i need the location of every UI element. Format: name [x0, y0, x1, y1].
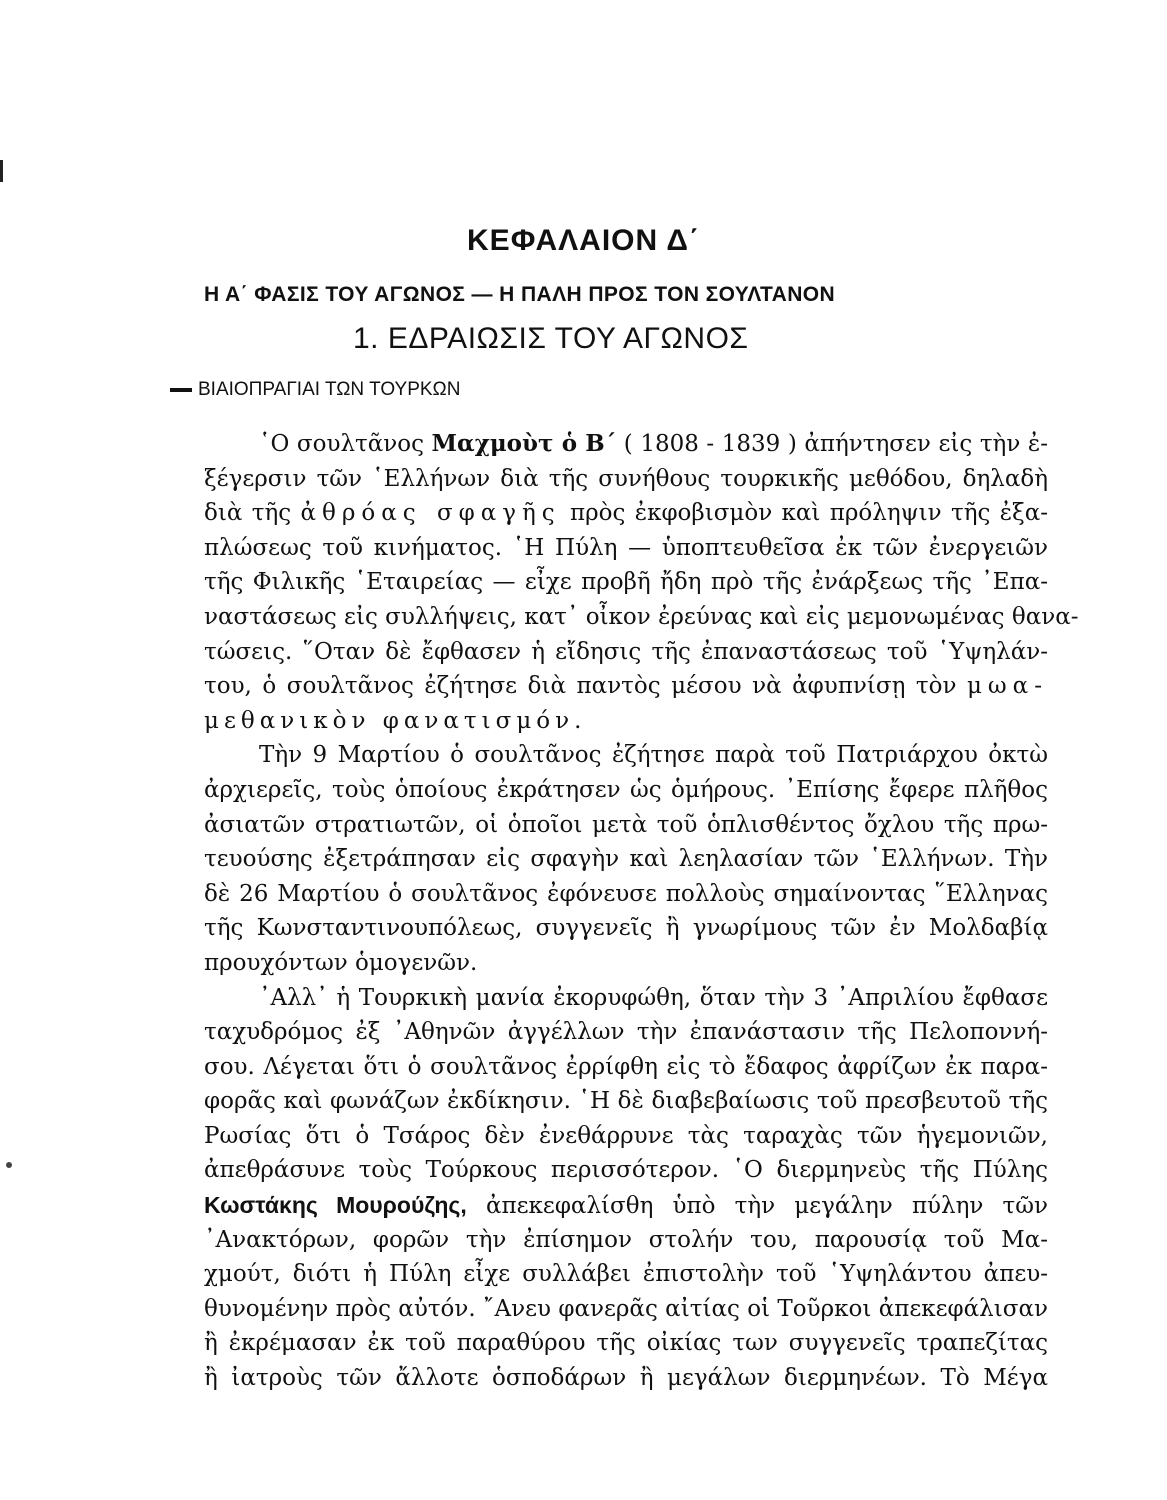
- paragraph-3-line: ἢ ἰατροὺς τῶν ἄλλοτε ὁσποδάρων ἢ μεγάλων διερμηνέων. Τὸ Μέγα: [204, 1365, 1048, 1392]
- paragraph-3-line: ἀπεθράσυνε τοὺς Τούρκους περισσότερον. ῾Ο διερμηνεὺς τῆς Πύλης: [204, 1157, 1048, 1184]
- paragraph-1-line: ναστάσεως εἰς συλλήψεις, κατ᾿ οἶκον ἐρεύνας καὶ εἰς μεμονωμένας θανα-: [204, 603, 1079, 630]
- paragraph-1-line: ξέγερσιν τῶν ῾Ελλήνων διὰ τῆς συνήθους τουρκικῆς μεθόδου, δηλαδὴ: [204, 465, 1048, 492]
- paragraph-1-line: πλώσεως τοῦ κινήματος. ῾Η Πύλη — ὑποπτευθεῖσα ἐκ τῶν ἐνεργειῶν: [204, 534, 1048, 561]
- subsection-heading: [170, 379, 460, 401]
- paragraph-3-line: θυνομένην πρὸς αὐτόν. ῎Ανευ φανερᾶς αἰτίας οἱ Τοῦρκοι ἀπεκεφάλισαν: [204, 1295, 1048, 1322]
- paragraph-3-line: φορᾶς καὶ φωνάζων ἐκδίκησιν. ῾Η δὲ διαβεβαίωσις τοῦ πρεσβευτοῦ τῆς: [204, 1088, 1048, 1115]
- paragraph-1-line: του, ὁ σουλτᾶνος ἐζήτησε διὰ παντὸς μέσου νὰ ἀφυπνίσῃ τὸν μωα-: [204, 673, 1048, 700]
- paragraph-2-line: Τὴν 9 Μαρτίου ὁ σουλτᾶνος ἐζήτησε παρὰ τοῦ Πατριάρχου ὀκτὼ: [259, 742, 1048, 769]
- paragraph-3-line: σου. Λέγεται ὅτι ὁ σουλτᾶνος ἐρρίφθη εἰς τὸ ἔδαφος ἀφρίζων ἐκ παρα-: [204, 1053, 1048, 1080]
- paragraph-2-line: ἀρχιερεῖς, τοὺς ὁποίους ἐκράτησεν ὡς ὁμήρους. ᾿Επίσης ἔφερε πλῆθος: [204, 776, 1048, 803]
- paragraph-1-line: μεθανικὸν φανατισμόν.: [204, 707, 587, 734]
- body-text: [204, 427, 1079, 1396]
- paragraph-3-line: χμούτ, διότι ἡ Πύλη εἶχε συλλάβει ἐπιστολὴν τοῦ ῾Υψηλάντου ἀπευ-: [204, 1261, 1048, 1288]
- subsection-title: ΒΙΑΙΟΠΡΑΓΙΑΙ ΤΩΝ ΤΟΥΡΚΩΝ: [198, 379, 461, 400]
- paragraph-1-line: τώσεις. ῞Οταν δὲ ἔφθασεν ἡ εἴδησις τῆς ἐπαναστάσεως τοῦ ῾Υψηλάν-: [204, 638, 1048, 665]
- paragraph-1-line: τῆς Φιλικῆς ῾Εταιρείας — εἶχε προβῆ ἤδη πρὸ τῆς ἐνάρξεως τῆς ᾿Επα-: [204, 569, 1048, 596]
- paragraph-2-line: δὲ 26 Μαρτίου ὁ σουλτᾶνος ἐφόνευσε πολλοὺς σημαίνοντας ῞Ελληνας: [204, 880, 1048, 907]
- paragraph-3-line: Κωστάκης Μουρούζης, ἀπεκεφαλίσθη ὑπὸ τὴν μεγάλην πύλην τῶν: [204, 1192, 1049, 1220]
- section-title: 1. ΕΔΡΑΙΩΣΙΣ ΤΟΥ ΑΓΩΝΟΣ: [353, 322, 749, 355]
- paragraph-1-line: ῾Ο σουλτᾶνος Μαχμοὺτ ὁ Β΄ ( 1808 - 1839 ) ἀπήντησεν εἰς τὴν ἐ-: [259, 430, 1048, 457]
- spaced-emphasis: ἀθρόας σφαγῆς: [300, 500, 561, 527]
- dash-icon: [170, 388, 192, 392]
- paragraph-3-line: ταχυδρόμος ἐξ ᾿Αθηνῶν ἀγγέλλων τὴν ἐπανάστασιν τῆς Πελοποννή-: [204, 1019, 1048, 1046]
- paragraph-3-line: ᾿Αλλ᾿ ἡ Τουρκικὴ μανία ἐκορυφώθη, ὅταν τὴν 3 ᾿Απριλίου ἔφθασε: [259, 984, 1048, 1011]
- paragraph-3-line: ἢ ἐκρέμασαν ἐκ τοῦ παραθύρου τῆς οἰκίας των συγγενεῖς τραπεζίτας: [204, 1330, 1048, 1357]
- paragraph-2-line: τευούσης ἐξετράπησαν εἰς σφαγὴν καὶ λεηλασίαν τῶν ῾Ελλήνων. Τὴν: [204, 846, 1048, 873]
- paragraph-2-line: προυχόντων ὁμογενῶν.: [204, 949, 478, 976]
- margin-dot: [6, 1162, 12, 1168]
- paragraph-3-line: ᾿Ανακτόρων, φορῶν τὴν ἐπίσημον στολήν του, παρουσίᾳ τοῦ Μα-: [204, 1226, 1048, 1253]
- paragraph-1-line: διὰ τῆς ἀθρόας σφαγῆς πρὸς ἐκφοβισμὸν καὶ πρόληψιν τῆς ἐξα-: [204, 500, 1049, 527]
- spaced-emphasis: μωα-: [966, 673, 1048, 700]
- paragraph-3-line: Ρωσίας ὅτι ὁ Τσάρος δὲν ἐνεθάρρυνε τὰς ταραχὰς τῶν ἡγεμονιῶν,: [204, 1122, 1048, 1149]
- margin-mark-top: [0, 160, 3, 182]
- part-title: Η Α΄ ΦΑΣΙΣ ΤΟΥ ΑΓΩΝΟΣ — Η ΠΑΛΗ ΠΡΟΣ ΤΟΝ ΣΟΥΛΤΑΝΟΝ: [204, 283, 836, 306]
- chapter-title: ΚΕΦΑΛΑΙΟΝ Δ΄: [467, 224, 700, 257]
- paragraph-2-line: ἀσιατῶν στρατιωτῶν, οἱ ὁποῖοι μετὰ τοῦ ὁπλισθέντος ὄχλου τῆς πρω-: [204, 811, 1048, 838]
- bold-name-mahmud: Μαχμοὺτ ὁ Β΄: [431, 430, 617, 457]
- paragraph-2-line: τῆς Κωνσταντινουπόλεως, συγγενεῖς ἢ γνωρίμους τῶν ἐν Μολδαβίᾳ: [204, 915, 1048, 942]
- bold-name-mourouzis: Κωστάκης Μουρούζης,: [204, 1192, 467, 1219]
